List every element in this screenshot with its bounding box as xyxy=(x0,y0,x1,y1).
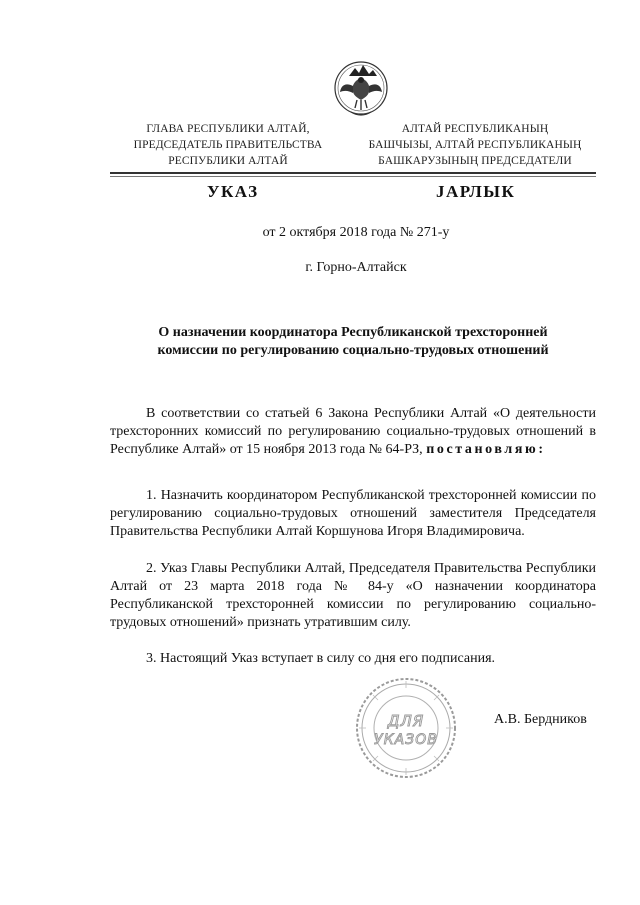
decree-item-2: 2. Указ Главы Республики Алтай, Председателя Правительства Республики Алтай от 23 марта 2018 года № 84-у «О назначении координатора Республиканской трехсторонней комиссии по регулированию социально-трудовых отношений» признать утратившим силу. xyxy=(110,561,596,630)
decree-item-1: 1. Назначить координатором Республиканской трехсторонней комиссии по регулированию социально-трудовых отношений заместителя Председателя Правительства Республики Алтай Коршунова Игоря Владимировича. xyxy=(110,488,596,539)
signature-name: А.В. Бердников xyxy=(494,712,587,727)
header-left-line: ПРЕДСЕДАТЕЛЬ ПРАВИТЕЛЬСТВА xyxy=(133,139,323,151)
header-right-block xyxy=(360,121,590,169)
header-left-line: РЕСПУБЛИКИ АЛТАЙ xyxy=(168,155,288,167)
decree-date-number: от 2 октября 2018 года № 271-у xyxy=(262,225,450,240)
decree-city: г. Горно-Алтайск xyxy=(305,260,407,275)
header-right-line: БАШЧЫЗЫ, АЛТАЙ РЕСПУБЛИКАНЫҢ xyxy=(368,139,582,151)
decree-title-line: комиссии по регулированию социально-трудовых отношений xyxy=(157,343,549,358)
header-right-line: АЛТАЙ РЕСПУБЛИКАНЫҢ xyxy=(401,123,549,135)
stamp-line-2: УКАЗОВ xyxy=(374,732,438,748)
decree-item-3: 3. Настоящий Указ вступает в силу со дня его подписания. xyxy=(146,651,496,666)
intro-paragraph xyxy=(110,405,596,459)
official-stamp xyxy=(354,676,458,780)
header-divider-thin xyxy=(110,176,596,177)
intro-text: В соответствии со статьей 6 Закона Республики Алтай «О деятельности трехсторонних комиссий по регулированию социально-трудовых отношений в Республике Алтай» от 15 ноября 2013 года № 64-РЗ, xyxy=(110,406,596,457)
header-left-line: ГЛАВА РЕСПУБЛИКИ АЛТАЙ, xyxy=(146,123,310,135)
decree-title xyxy=(110,324,596,360)
coat-of-arms-emblem xyxy=(331,56,391,124)
doc-type-ru: УКАЗ xyxy=(207,182,259,201)
header-divider xyxy=(110,172,596,174)
header-left-block xyxy=(128,121,328,169)
decree-word: постановляю: xyxy=(426,442,546,457)
header-right-line: БАШКАРУЗЫНЫҢ ПРЕДСЕДАТЕЛИ xyxy=(378,155,572,167)
decree-title-line: О назначении координатора Республиканской трехсторонней xyxy=(158,325,548,340)
doc-type-alt: ЈАРЛЫК xyxy=(436,182,516,201)
stamp-line-1: ДЛЯ xyxy=(387,712,425,730)
